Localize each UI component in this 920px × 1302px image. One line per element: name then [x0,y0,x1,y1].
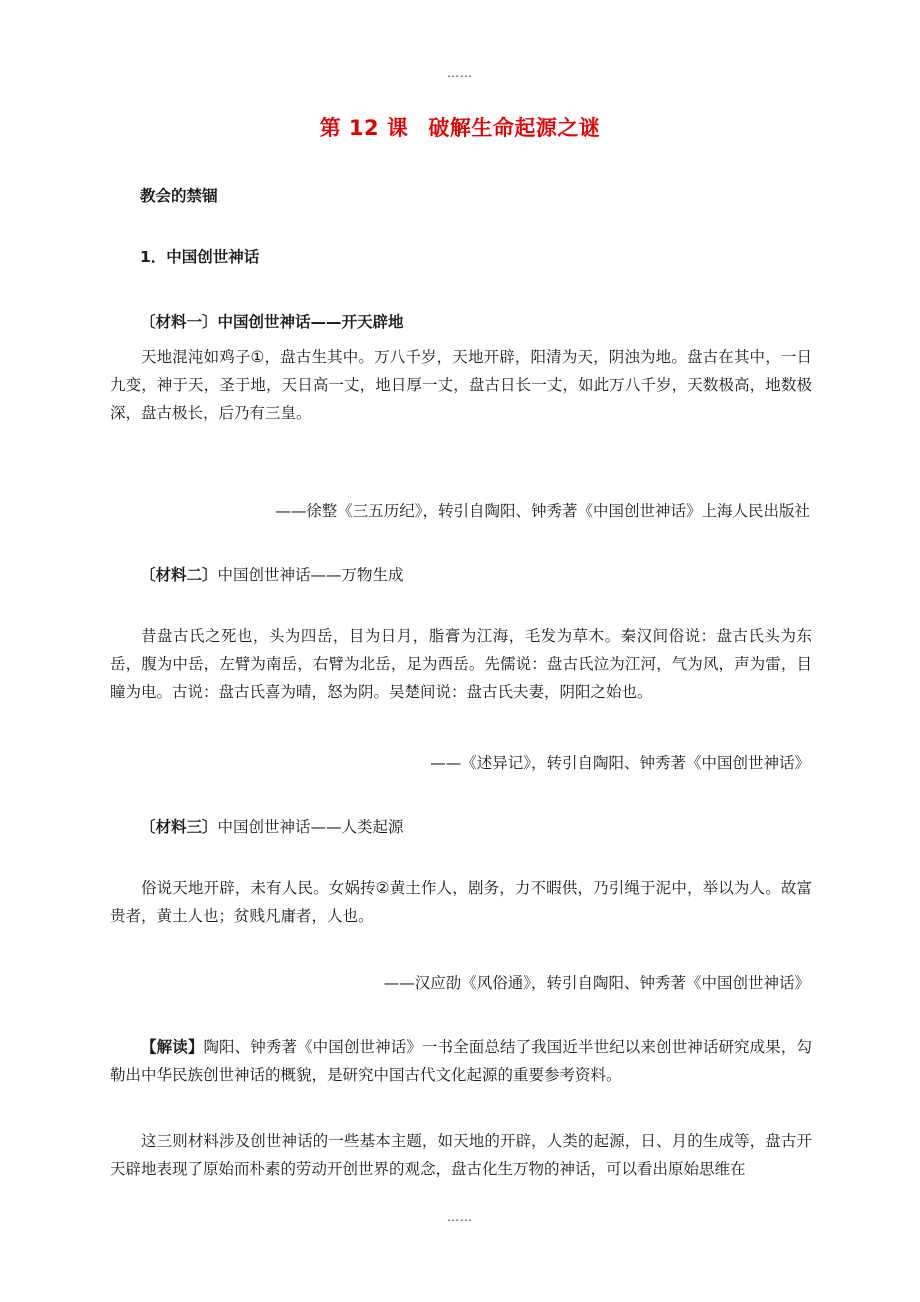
lesson-number: 第 12 课 [319,116,409,140]
material-3-source: ——汉应劭《风俗通》，转引自陶阳、钟秀著《中国创世神话》 [383,974,810,992]
material-2-source: ——《述异记》，转引自陶阳、钟秀著《中国创世神话》 [430,754,810,772]
material-1-source: ——徐整《三五历纪》，转引自陶阳、钟秀著《中国创世神话》上海人民出版社 [275,502,810,520]
material-3-label-title: 中国创世神话——人类起源 [217,818,404,836]
page-title [0,112,920,142]
material-2-label-title: 中国创世神话——万物生成 [217,566,404,584]
material-1-label: 〔材料一〕中国创世神话——开天辟地 [140,313,404,331]
material-3-label [140,813,842,841]
material-3-text: 俗说天地开辟，未有人民。女娲抟②黄土作人，剧务，力不暇供，乃引绳于泥中，举以为人。故富贵者，黄土人也；贫贱凡庸者，人也。 [110,879,812,925]
material-2-label [140,561,842,589]
footer-ellipsis: …… [447,1210,473,1224]
header-ellipsis: …… [447,66,473,80]
subsection-heading: 1．中国创世神话 [140,248,260,266]
lesson-name: 破解生命起源之谜 [428,116,601,140]
material-1-text: 天地混沌如鸡子①，盘古生其中。万八千岁，天地开辟，阳清为天，阴浊为地。盘古在其中，一日九变，神于天，圣于地，天日高一丈，地日厚一丈，盘古日长一丈，如此万八千岁，天数极高，地数极深，盘古极长，后乃有三皇。 [110,348,812,422]
interpretation-paragraph [110,1033,812,1089]
material-2-text: 昔盘古氏之死也，头为四岳，目为日月，脂膏为江海，毛发为草木。秦汉间俗说：盘古氏头为东岳，腹为中岳，左臂为南岳，右臂为北岳，足为西岳。先儒说：盘古氏泣为江河，气为风，声为雷，目瞳为电。古说：盘古氏喜为晴，怒为阴。吴楚间说：盘古氏夫妻，阴阳之始也。 [110,627,812,701]
interpretation-paragraph-2: 这三则材料涉及创世神话的一些基本主题，如天地的开辟，人类的起源，日、月的生成等，盘古开天辟地表现了原始而朴素的劳动开创世界的观念，盘古化生万物的神话，可以看出原始思维在 [110,1132,812,1178]
material-3-label-tag: 〔材料三〕 [140,818,218,836]
material-2-label-tag: 〔材料二〕 [140,566,218,584]
interpretation-label: 【解读】 [141,1038,204,1056]
section-heading: 教会的禁锢 [140,187,218,205]
interpretation-text: 陶阳、钟秀著《中国创世神话》一书全面总结了我国近半世纪以来创世神话研究成果，勾勒出中华民族创世神话的概貌，是研究中国古代文化起源的重要参考资料。 [110,1038,812,1084]
